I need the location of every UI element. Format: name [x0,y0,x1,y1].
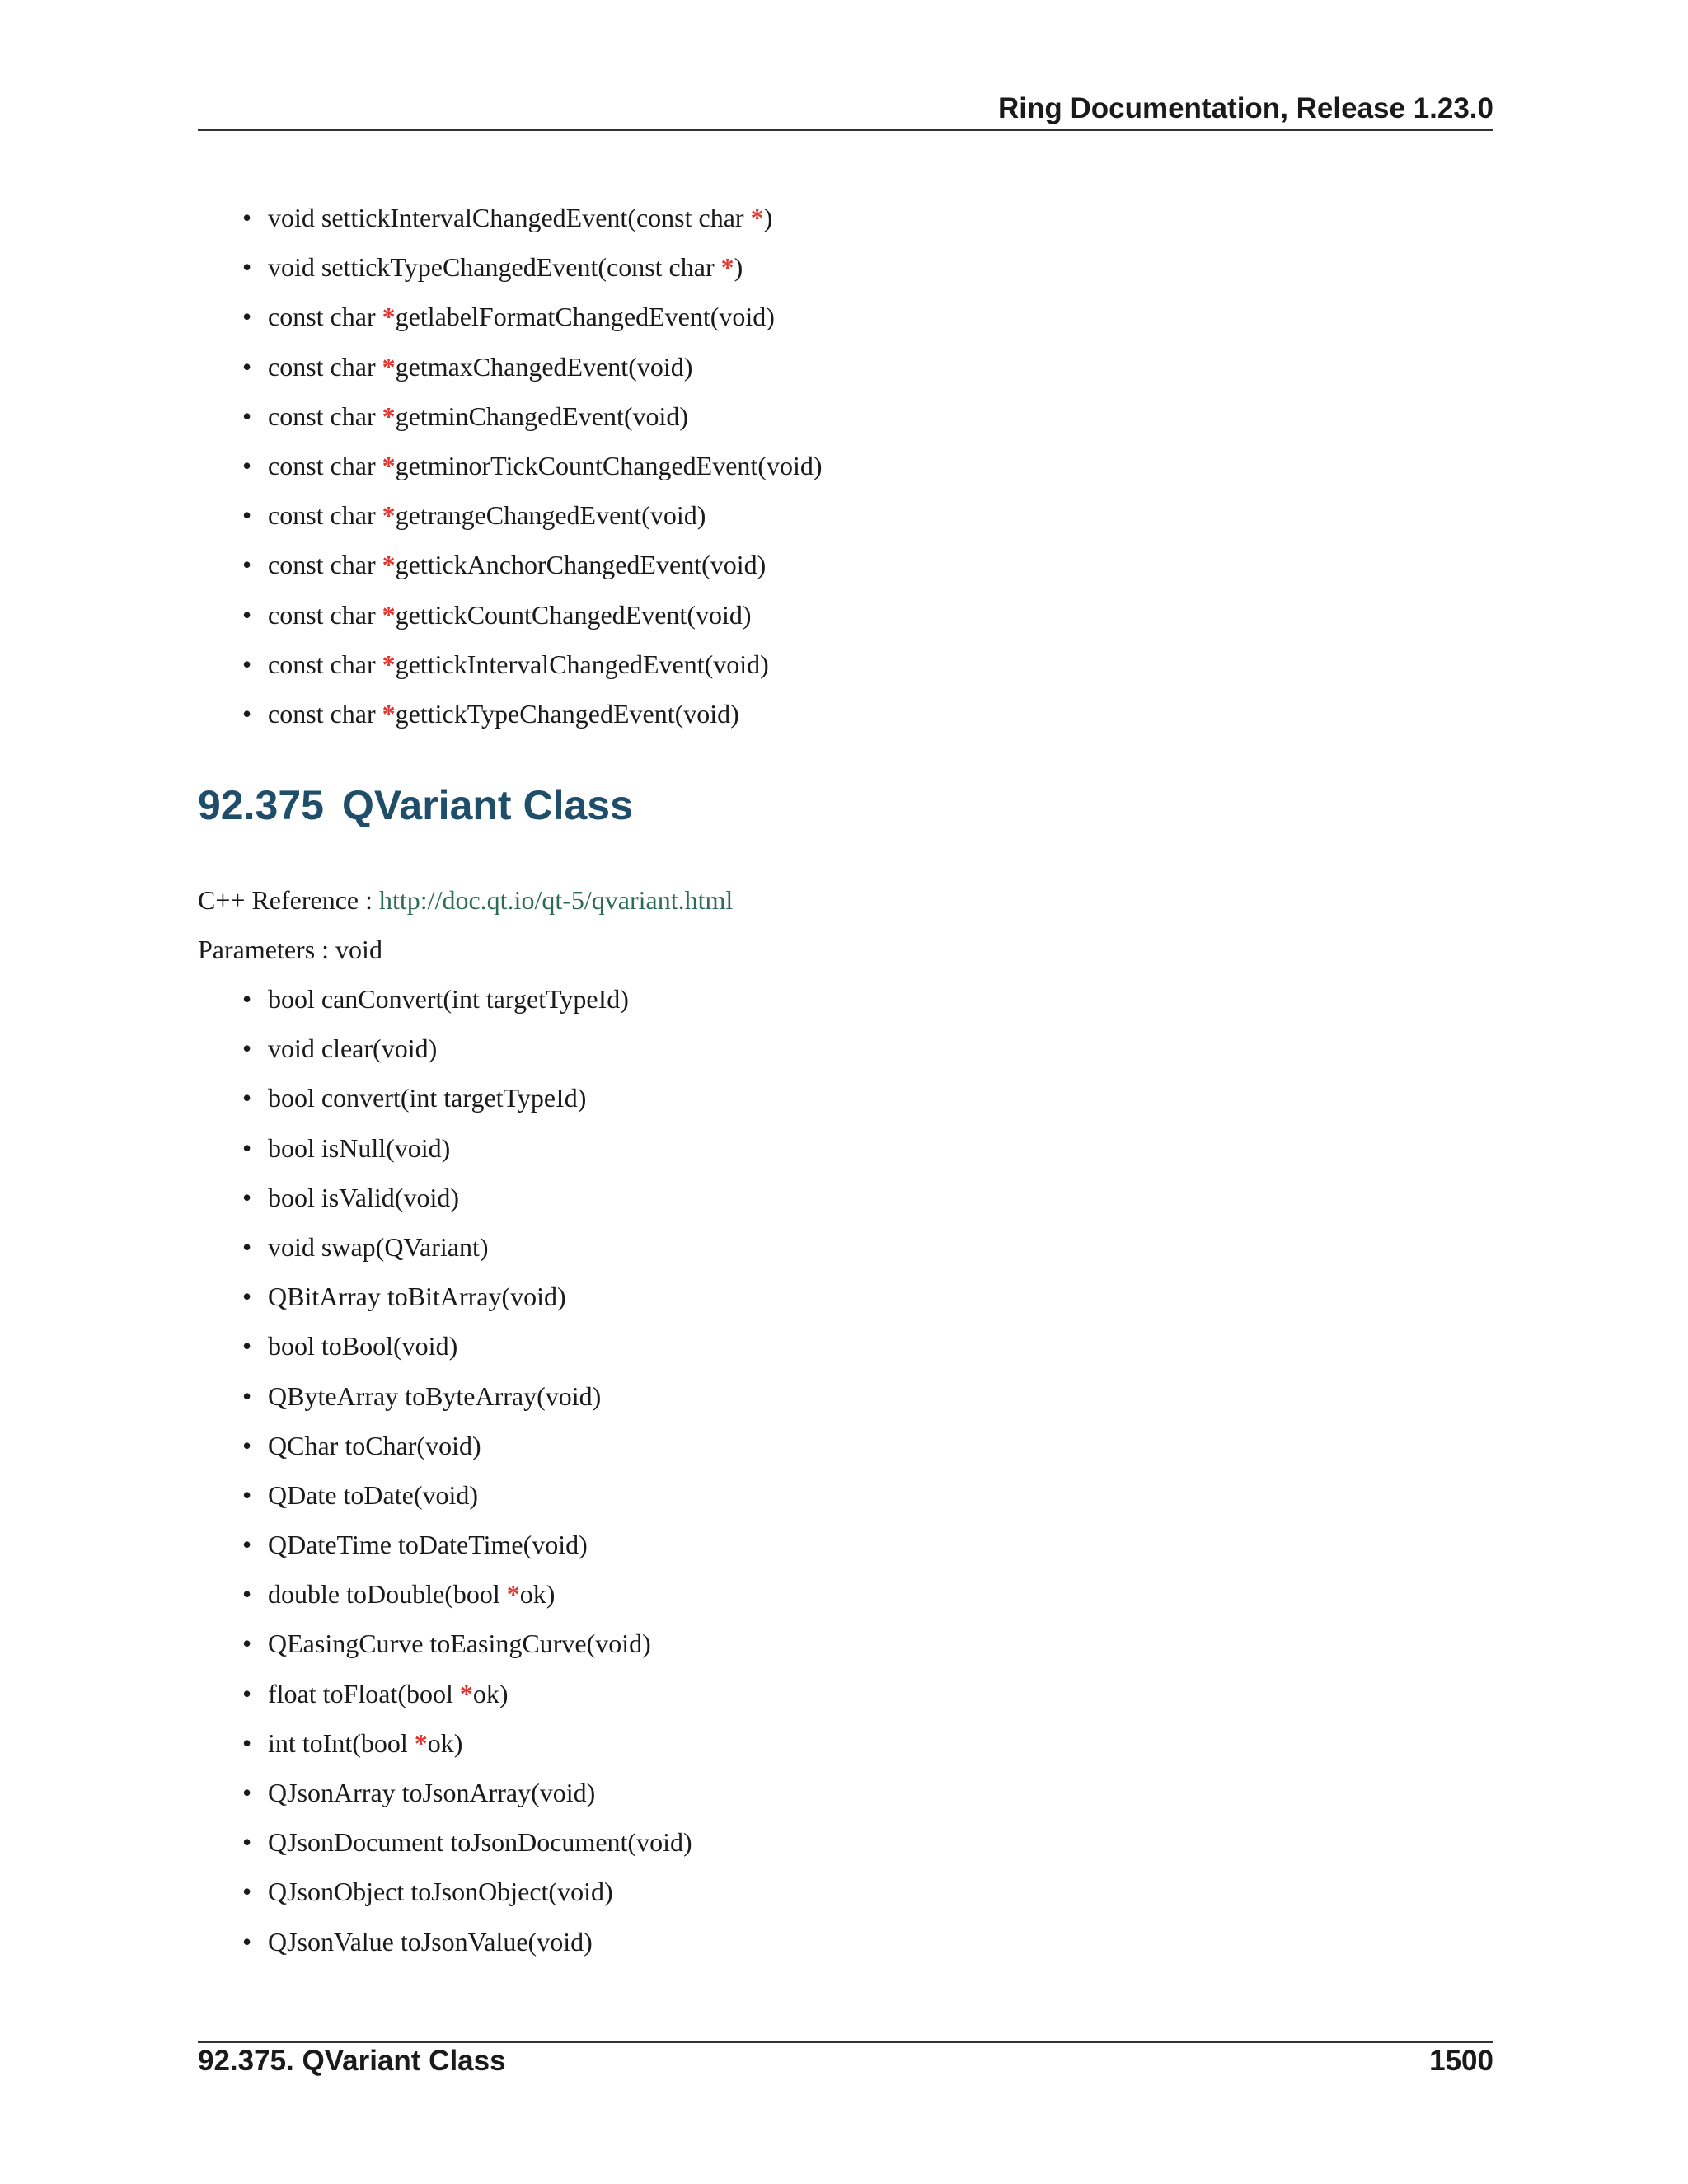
list-item [198,1321,692,1371]
pointer-star: * [750,203,764,232]
item-text: bool convert(int targetTypeId) [268,1083,587,1113]
item-text-tail: getminorTickCountChangedEvent(void) [395,450,823,480]
bullet-icon: • [242,1926,252,1957]
pointer-star: * [506,1579,520,1610]
list-item [198,1421,692,1470]
parameters-label: Parameters : [198,935,330,964]
page-number: 1500 [1429,2045,1493,2077]
pointer-star: * [382,401,396,431]
item-text-tail: getrangeChangedEvent(void) [395,500,706,531]
pointer-star: * [382,302,396,332]
list-item [198,1917,692,1966]
item-text: const char [268,649,382,679]
item-text-tail: ok) [519,1579,556,1610]
parameters-value: void [335,935,382,964]
item-text: const char [268,500,382,531]
footer-section: 92.375. QVariant Class [198,2045,506,2077]
bullet-icon: • [242,1182,252,1212]
pointer-star: * [382,649,396,679]
reference-link[interactable]: http://doc.qt.io/qt-5/qvariant.html [379,885,734,915]
item-text: QByteArray toByteArray(void) [268,1380,602,1411]
bullet-icon: • [242,1083,252,1113]
pointer-star: * [382,550,396,580]
list-item [198,1619,692,1668]
bullet-icon: • [242,1282,252,1312]
bullet-icon: • [242,1877,252,1907]
running-header-title: Ring Documentation, Release 1.23.0 [997,92,1493,124]
bullet-icon: • [242,1727,252,1758]
item-text: float toFloat(bool [268,1678,460,1708]
pointer-star: * [382,450,396,480]
bullet-icon: • [242,1827,252,1858]
item-text-tail: getlabelFormatChangedEvent(void) [395,302,775,332]
section-heading [198,781,633,829]
item-text: bool isNull(void) [268,1132,451,1163]
bullet-icon: • [242,698,252,729]
list-item [198,1024,692,1073]
list-item [198,1173,692,1222]
pointer-star: * [382,698,396,729]
bullet-icon: • [242,1579,252,1610]
bullet-icon: • [242,1033,252,1064]
pointer-star: * [382,599,396,630]
item-text: QJsonArray toJsonArray(void) [268,1778,596,1807]
pointer-star: * [459,1678,473,1708]
bullet-icon: • [242,351,252,382]
item-text: void swap(QVariant) [268,1231,489,1262]
bullet-icon: • [242,1331,252,1361]
list-item [198,193,822,242]
item-text-tail: gettickCountChangedEvent(void) [395,599,752,630]
item-text: bool toBool(void) [268,1331,458,1361]
list-item [198,1272,692,1321]
item-text: const char [268,450,382,480]
item-text-tail: gettickTypeChangedEvent(void) [395,698,739,729]
item-text-tail: getminChangedEvent(void) [395,401,689,431]
bullet-icon: • [242,1479,252,1510]
item-text: QJsonValue toJsonValue(void) [268,1926,593,1957]
list-item [198,342,822,391]
list-item [198,1768,692,1817]
reference-label: C++ Reference : [198,885,373,915]
item-text: const char [268,599,382,630]
item-text-tail: gettickAnchorChangedEvent(void) [395,550,767,580]
method-list [198,974,692,1966]
bullet-icon: • [242,401,252,431]
list-item [198,1669,692,1718]
item-text: bool isValid(void) [268,1182,459,1212]
item-text: double toDouble(bool [268,1579,507,1610]
bullet-icon: • [242,302,252,332]
pointer-star: * [382,351,396,382]
item-text-tail: ) [763,203,773,232]
item-text: QJsonDocument toJsonDocument(void) [268,1827,692,1858]
footer-rule [198,2041,1493,2043]
section-title: QVariant Class [341,782,633,828]
pointer-star: * [414,1727,428,1758]
method-list-continued [198,193,822,738]
item-text: QJsonObject toJsonObject(void) [268,1877,613,1907]
list-item [198,1371,692,1421]
bullet-icon: • [242,252,252,283]
cpp-reference-line [198,875,733,925]
item-text: void settickTypeChangedEvent(const char [268,252,721,283]
list-item [198,441,822,490]
bullet-icon: • [242,1678,252,1708]
list-item [198,689,822,738]
bullet-icon: • [242,203,252,232]
bullet-icon: • [242,550,252,580]
bullet-icon: • [242,1530,252,1560]
bullet-icon: • [242,1629,252,1659]
bullet-icon: • [242,649,252,679]
bullet-icon: • [242,1132,252,1163]
bullet-icon: • [242,450,252,480]
list-item [198,1123,692,1173]
item-text: QEasingCurve toEasingCurve(void) [268,1629,651,1659]
item-text: const char [268,550,382,580]
list-item [198,292,822,341]
header-rule [198,129,1493,131]
item-text-tail: ok) [472,1678,509,1708]
item-text: bool canConvert(int targetTypeId) [268,984,629,1014]
item-text-tail: gettickIntervalChangedEvent(void) [395,649,769,679]
item-text: const char [268,351,382,382]
pointer-star: * [382,500,396,531]
list-item [198,974,692,1024]
bullet-icon: • [242,599,252,630]
list-item [198,540,822,589]
section-number: 92.375 [198,782,324,828]
item-text: void settickIntervalChangedEvent(const char [268,203,751,232]
item-text: const char [268,401,382,431]
item-text: QDate toDate(void) [268,1479,479,1510]
bullet-icon: • [242,1778,252,1807]
list-item [198,640,822,689]
list-item [198,490,822,540]
bullet-icon: • [242,1380,252,1411]
item-text-tail: ok) [427,1727,463,1758]
bullet-icon: • [242,1231,252,1262]
list-item [198,242,822,292]
list-item [198,391,822,441]
bullet-icon: • [242,1430,252,1460]
list-item [198,1073,692,1122]
item-text: const char [268,302,382,332]
list-item [198,1867,692,1916]
list-item [198,1520,692,1569]
bullet-icon: • [242,984,252,1014]
list-item [198,590,822,640]
item-text: QBitArray toBitArray(void) [268,1282,566,1312]
pointer-star: * [720,252,734,283]
item-text: const char [268,698,382,729]
item-text-tail: ) [734,252,743,283]
list-item [198,1718,692,1768]
item-text: int toInt(bool [268,1727,415,1758]
parameters-line [198,925,382,974]
item-text: QDateTime toDateTime(void) [268,1530,588,1560]
list-item [198,1222,692,1272]
item-text: void clear(void) [268,1033,438,1064]
list-item [198,1817,692,1867]
bullet-icon: • [242,500,252,531]
item-text-tail: getmaxChangedEvent(void) [395,351,693,382]
list-item [198,1569,692,1619]
item-text: QChar toChar(void) [268,1430,481,1460]
list-item [198,1470,692,1520]
